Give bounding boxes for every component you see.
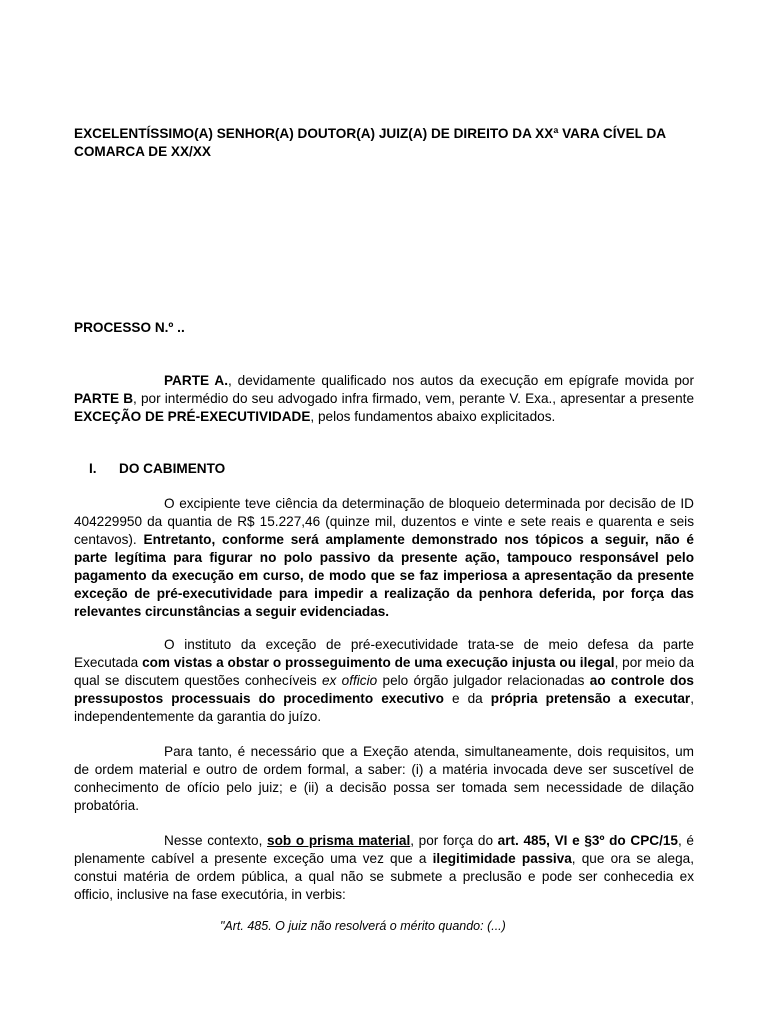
court-address-line-1: EXCELENTÍSSIMO(A) SENHOR(A) DOUTOR(A) JUIZ(A) DE DIREITO DA XXª VARA CÍVEL DA (74, 126, 667, 141)
p4-bold: ilegitimidade passiva (432, 851, 572, 866)
intro-text-3: , pelos fundamentos abaixo explicitados. (310, 409, 556, 424)
process-number: PROCESSO N.º .. (74, 320, 185, 335)
p4-article-ref: art. 485, VI e §3º do CPC/15 (497, 833, 678, 848)
court-address (74, 125, 694, 161)
p2-text-2: , por meio da qual se discutem questões conhecíveis (74, 655, 694, 688)
intro-paragraph (74, 372, 694, 426)
paragraph-3 (74, 743, 694, 815)
paragraph-4 (74, 832, 694, 904)
p2-text-4: e da (443, 691, 491, 706)
p2-text-3: pelo órgão julgador relacionadas (377, 673, 590, 688)
party-b: PARTE B (74, 391, 134, 406)
exception-title: EXCEÇÃO DE PRÉ-EXECUTIVIDADE (74, 409, 311, 424)
p2-bold-1: com vistas a obstar o prosseguimento de uma execução injusta ou ilegal (142, 655, 615, 670)
p4-text-3: , é plenamente cabível a presente exceção uma vez que a (74, 833, 694, 866)
p1-text: O excipiente teve ciência da determinação de bloqueio determinada por decisão de ID 404229950 da quantia de R$ 15.227,46 (quinze mil, duzentos e vinte e sete reais e quarenta e seis centavos). (74, 496, 694, 547)
section-title: DO CABIMENTO (119, 461, 226, 476)
section-heading (89, 460, 225, 478)
p2-text-5: , independentemente da garantia do juízo. (74, 691, 694, 724)
p1-bold-text: Entretanto, conforme será amplamente demonstrado nos tópicos a seguir, não é parte legítima para figurar no polo passivo da presente ação, tampouco responsável pelo pagamento da execução em curso, de modo que se faz imperiosa a apresentação da presente exceção de pré-executividade para impedir a realização da penhora deferida, por força das relevantes circunstâncias a seguir evidenciadas. (74, 532, 694, 619)
intro-text-1: , devidamente qualificado nos autos da execução em epígrafe movida por (228, 373, 694, 388)
court-address-line-2: COMARCA DE XX/XX (74, 144, 211, 159)
paragraph-2 (74, 636, 694, 726)
section-number: I. (89, 461, 97, 476)
p4-underlined: sob o prisma material (267, 833, 411, 848)
p4-text-4: , que ora se alega, constui matéria de ordem pública, a qual não se submete a preclusão e pode ser conhecedia ex officio, inclusive na fase executória, in verbis: (74, 851, 695, 902)
p2-bold-2: ao controle dos pressupostos processuais do procedimento executivo (74, 673, 694, 706)
party-a: PARTE A. (164, 373, 229, 388)
intro-text-2: , por intermédio do seu advogado infra firmado, vem, perante V. Exa., apresentar a presente (133, 391, 694, 406)
p3-text: Para tanto, é necessário que a Exeção atenda, simultaneamente, dois requisitos, um de ordem material e outro de ordem formal, a saber: (i) a matéria invocada deve ser suscetível de conhecimento de ofício pelo juiz; e (ii) a decisão possa ser tomada sem necessidade de dilação probatória. (74, 744, 694, 813)
p2-bold-3: própria pretensão a executar (490, 691, 691, 706)
p2-italic: ex officio (322, 673, 378, 688)
legal-quote: "Art. 485. O juiz não resolverá o mérito quando: (...) (220, 919, 506, 933)
p4-text-2: , por força do (410, 833, 498, 848)
p2-text-1: O instituto da exceção de pré-executividade trata-se de meio defesa da parte Executada (74, 637, 694, 670)
p4-text-1: Nesse contexto, (164, 833, 268, 848)
paragraph-1 (74, 495, 694, 621)
